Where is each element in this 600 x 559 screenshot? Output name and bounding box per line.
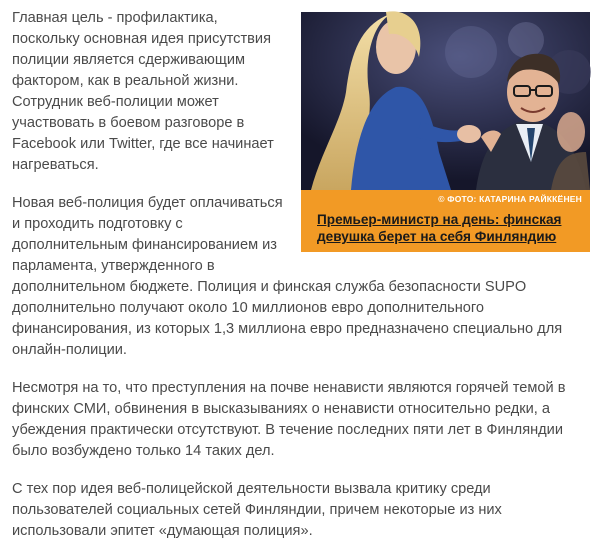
photo-credit: © ФОТО: КАТАРИНА РАЙККЁНЕН	[438, 194, 582, 204]
article-body	[12, 8, 590, 559]
related-article-photo[interactable]	[301, 12, 590, 204]
article-paragraph-2: Новая веб-полиция будет оплачиваться и проходить подготовку с дополнительным финансированием из парламента, утвержденного в дополнительном бюджете. Полиция и финская служба безопасности SUPO дополнительно получают около 10 миллионов евро дополнительного финансирования, из которых 1,3 миллиона евро предназначено специально для онлайн-полиции.	[12, 195, 563, 358]
article-paragraph-3: Несмотря на то, что преступления на почве ненависти являются горячей темой в финских СМИ, обвинения в высказываниях о ненависти относительно редки, а убеждения практически отсутствуют. В течение последних пяти лет в Финляндии было возбуждено только 14 таких дел.	[12, 380, 566, 459]
article-paragraph-1: Главная цель - профилактика, поскольку основная идея присутствия полиции является сдерживающим фактором, как в реальной жизни. Сотрудник веб-полиции может участвовать в боевом разговоре в Facebook или Twitter, где все начинает нагреваться.	[12, 10, 274, 173]
related-article-link[interactable]: Премьер-министр на день: финская девушка берет на себя Финляндию	[317, 212, 562, 244]
photo-illustration	[301, 12, 590, 190]
related-article-card[interactable]	[301, 12, 590, 252]
article-paragraph-4: С тех пор идея веб-полицейской деятельности вызвала критику среди пользователей социальных сетей Финляндии, причем некоторые из них использовали эпитет «думающая полиция».	[12, 481, 502, 539]
